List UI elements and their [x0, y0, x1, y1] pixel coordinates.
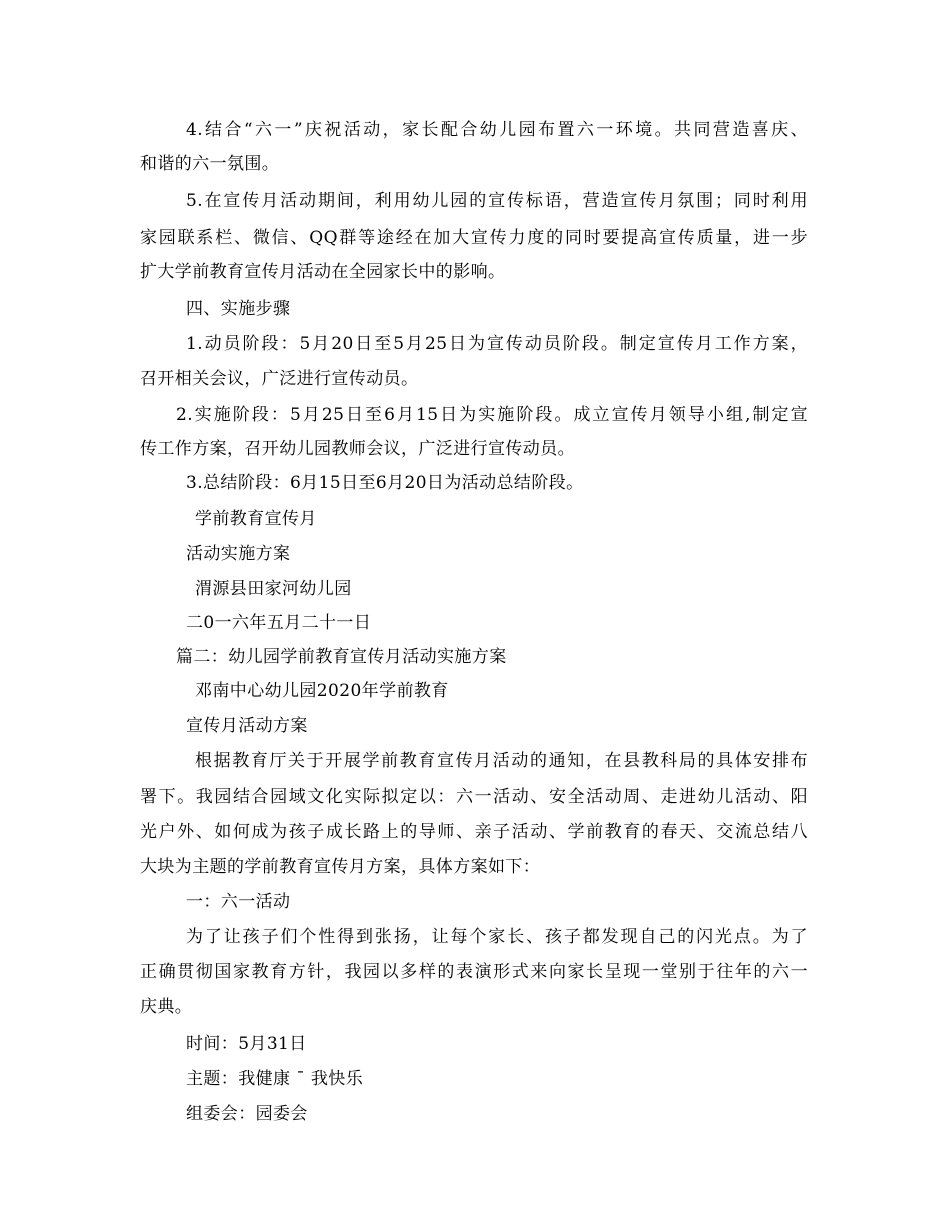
- info-line: 组委会：园委会: [186, 1104, 308, 1124]
- chapter-heading: 篇二：幼儿园学前教育宣传月活动实施方案: [176, 647, 507, 667]
- paragraph-line: 光户外、如何成为孩子成长路上的导师、亲子活动、学前教育的春天、交流总结八: [140, 822, 808, 842]
- organization-name: 渭源县田家河幼儿园: [195, 579, 352, 599]
- title-line: 活动实施方案: [186, 544, 291, 564]
- paragraph-line: 正确贯彻国家教育方针，我园以多样的表演形式来向家长呈现一堂别于往年的六一: [140, 962, 808, 982]
- title-line: 学前教育宣传月: [195, 509, 317, 529]
- paragraph-line: 1.动员阶段：5月20日至5月25日为宣传动员阶段。制定宣传月工作方案，: [186, 334, 808, 354]
- paragraph-line: 5.在宣传月活动期间，利用幼儿园的宣传标语，营造宣传月氛围；同时利用: [186, 191, 808, 211]
- info-line: 时间：5月31日: [186, 1034, 307, 1054]
- paragraph-line: 扩大学前教育宣传月活动在全园家长中的影响。: [140, 262, 506, 282]
- info-line: 主题：我健康 ¯ 我快乐: [186, 1069, 364, 1089]
- section-heading: 一：六一活动: [186, 892, 291, 912]
- paragraph-line: 署下。我园结合园域文化实际拟定以：六一活动、安全活动周、走进幼儿活动、阳: [140, 787, 808, 807]
- section-heading: 四、实施步骤: [186, 299, 291, 319]
- paragraph-line: 4.结合“六一”庆祝活动，家长配合幼儿园布置六一环境。共同营造喜庆、: [186, 120, 808, 140]
- paragraph-line: 传工作方案，召开幼儿园教师会议，广泛进行宣传动员。: [140, 439, 575, 459]
- paragraph-line: 3.总结阶段：6月15日至6月20日为活动总结阶段。: [186, 473, 584, 493]
- paragraph-line: 根据教育厅关于开展学前教育宣传月活动的通知，在县教科局的具体安排布: [195, 751, 808, 771]
- paragraph-line: 家园联系栏、微信、QQ群等途经在加大宣传力度的同时要提高宣传质量，进一步: [140, 228, 808, 248]
- paragraph-line: 2.实施阶段：5月25日至6月15日为实施阶段。成立宣传月领导小组,制定宣: [176, 405, 808, 425]
- title-line: 宣传月活动方案: [186, 716, 308, 736]
- paragraph-line: 和谐的六一氛围。: [140, 154, 280, 174]
- paragraph-line: 庆典。: [140, 997, 193, 1017]
- date-line: 二0一六年五月二十一日: [186, 613, 372, 633]
- paragraph-line: 召开相关会议，广泛进行宣传动员。: [140, 369, 419, 389]
- paragraph-line: 大块为主题的学前教育宣传月方案，具体方案如下：: [140, 857, 541, 877]
- paragraph-line: 为了让孩子们个性得到张扬，让每个家长、孩子都发现自己的闪光点。为了: [186, 927, 808, 947]
- title-line: 邓南中心幼儿园2020年学前教育: [195, 681, 449, 701]
